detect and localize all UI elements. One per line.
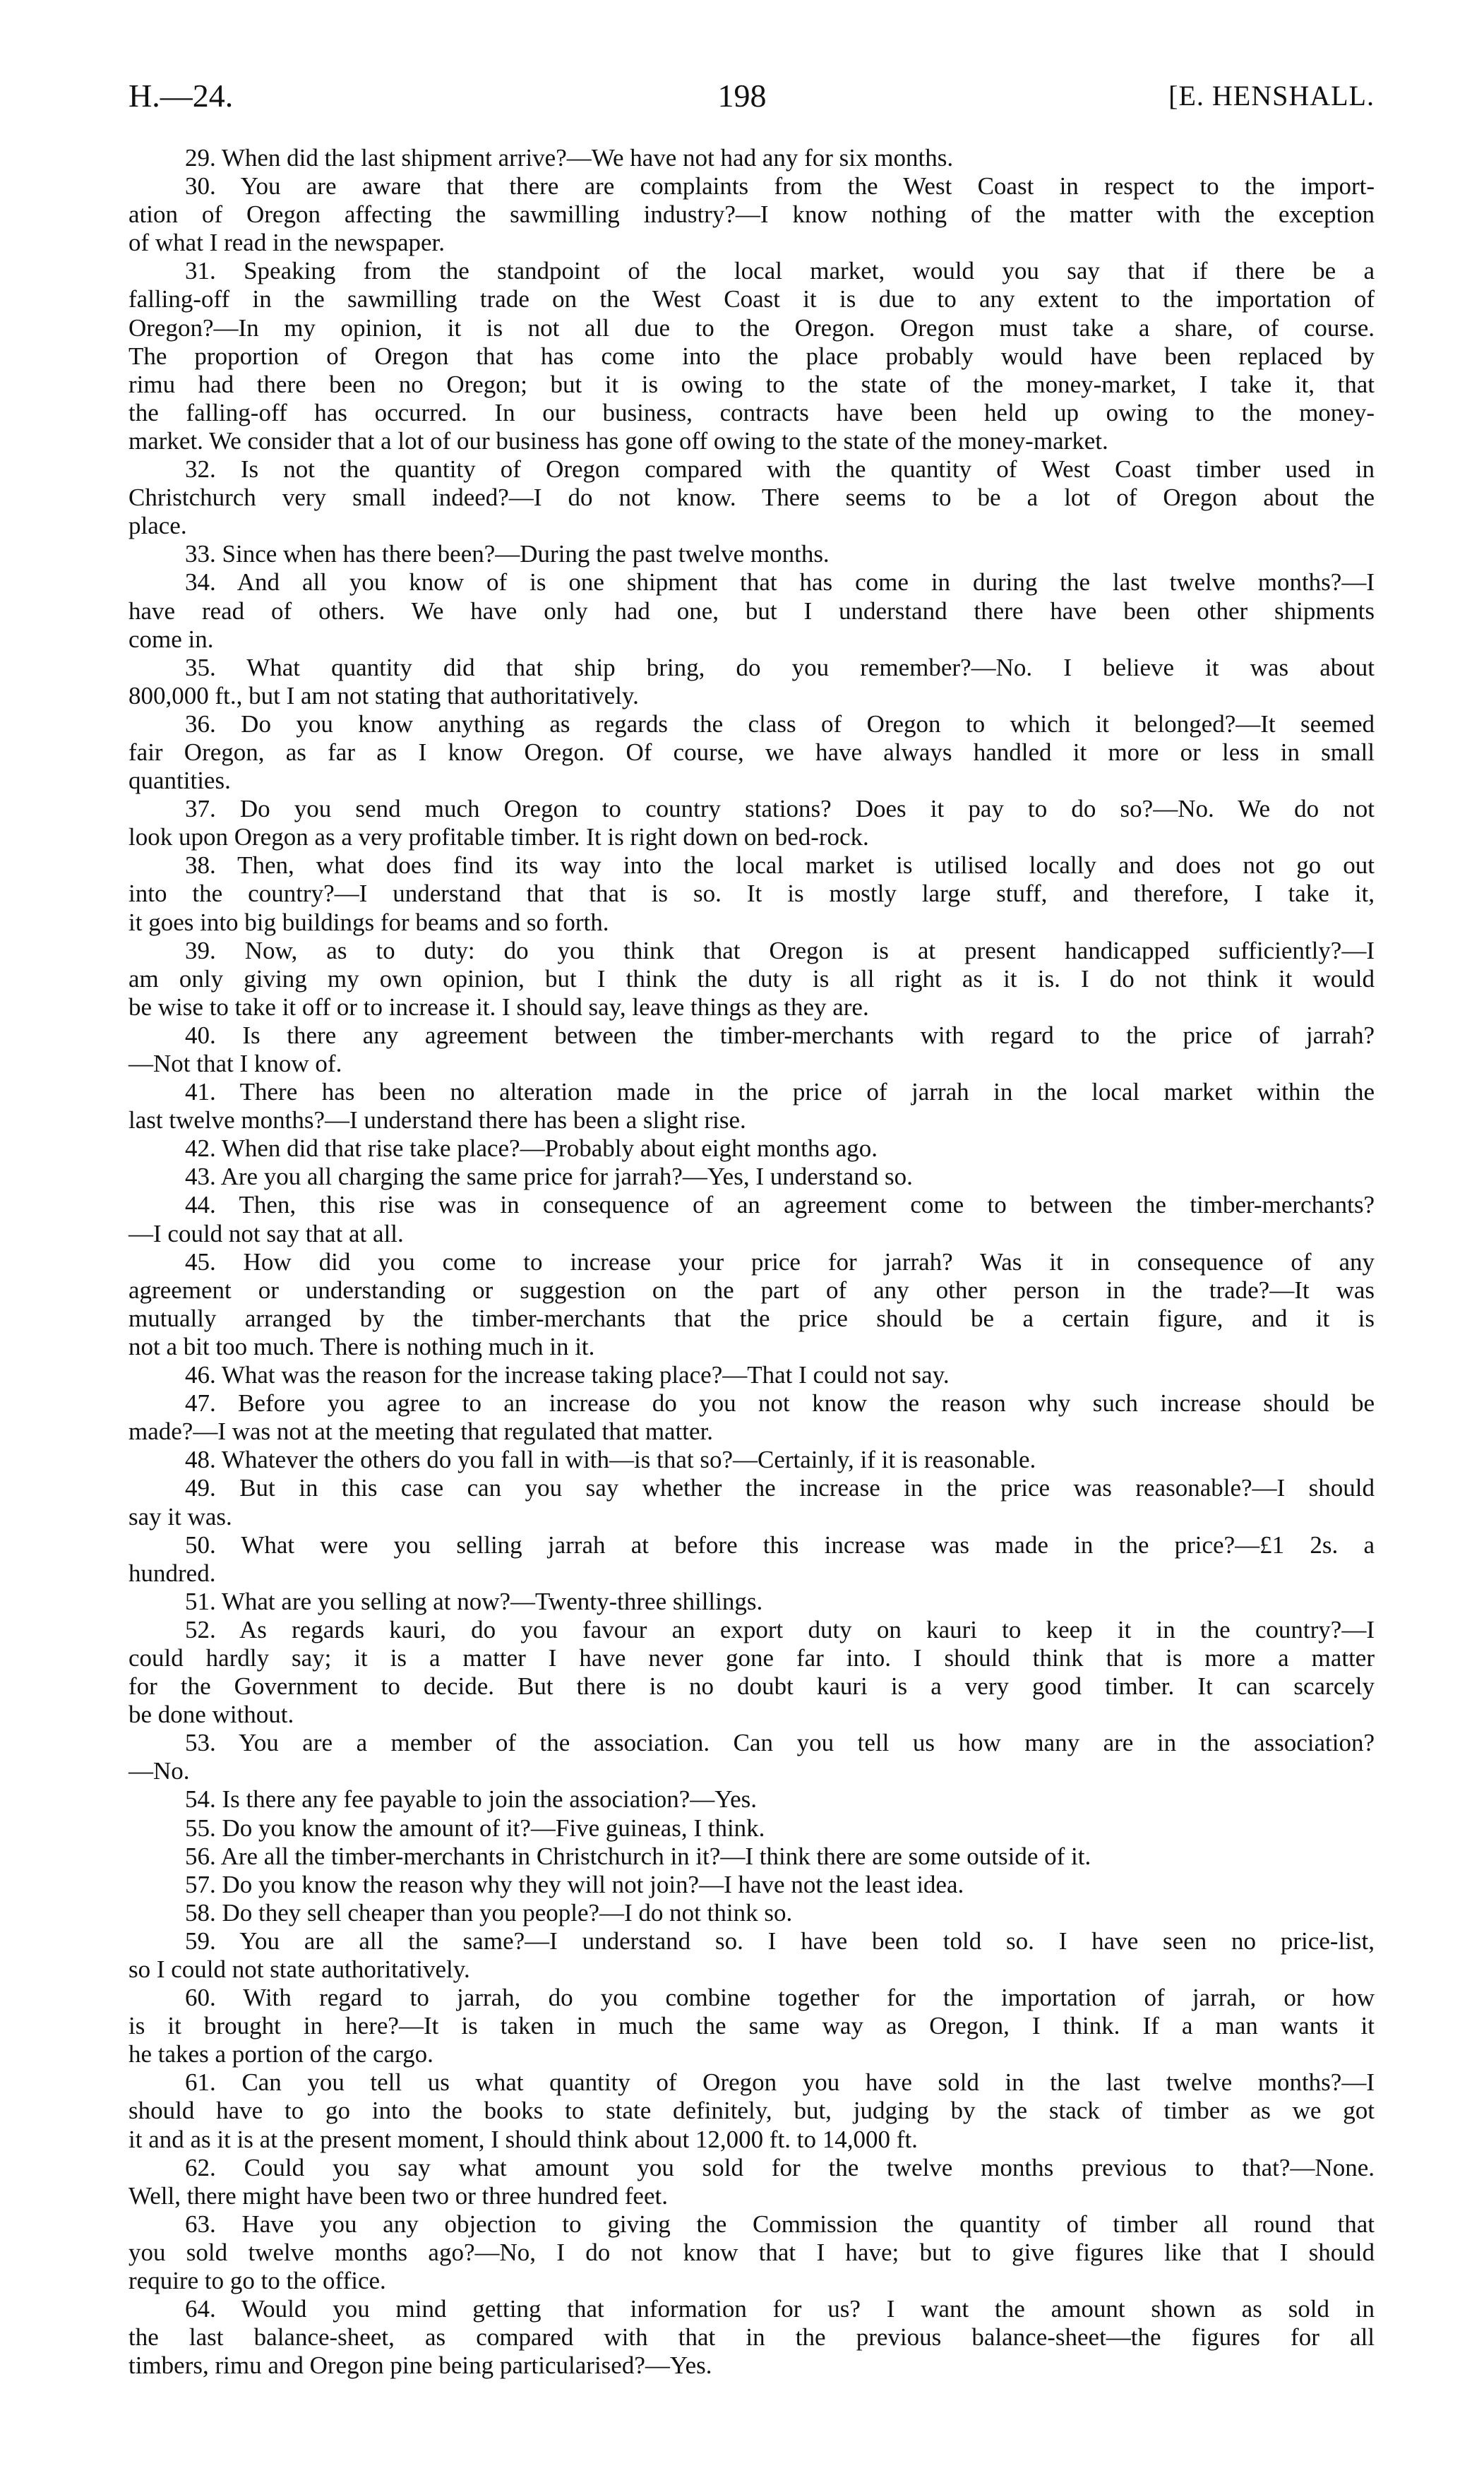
text-line: of what I read in the newspaper. xyxy=(128,229,445,257)
question-answer-paragraph xyxy=(128,540,1375,568)
text-line: —Not that I know of. xyxy=(128,1050,342,1077)
text-line: 36. Do you know anything as regards the class of Oregon to which it belonged?—It seemed xyxy=(185,709,1375,738)
text-line: 33. Since when has there been?—During the past twelve months. xyxy=(185,540,830,568)
text-line: it goes into big buildings for beams and so forth. xyxy=(128,908,609,936)
text-line: look upon Oregon as a very profitable timber. It is right down on bed-rock. xyxy=(128,823,869,851)
text-line: The proportion of Oregon that has come into the place probably would have been replaced by xyxy=(128,342,1375,370)
question-answer-paragraph xyxy=(128,2295,1375,2380)
text-line: ation of Oregon affecting the sawmilling industry?—I know nothing of the matter with the exception xyxy=(128,200,1375,229)
question-answer-paragraph xyxy=(128,1361,1375,1389)
text-line: the falling-off has occurred. In our business, contracts have been held up owing to the money- xyxy=(128,398,1375,426)
document-code: H.—24. xyxy=(128,78,234,114)
text-line: 34. And all you know of is one shipment that has come in during the last twelve months?—I xyxy=(185,568,1375,597)
question-answer-paragraph xyxy=(128,1814,1375,1843)
question-answer-paragraph xyxy=(128,1446,1375,1474)
text-line: 50. What were you selling jarrah at before this increase was made in the price?—£1 2s. a xyxy=(185,1530,1375,1559)
text-line: you sold twelve months ago?—No, I do not know that I have; but to give figures like that I should xyxy=(128,2238,1375,2266)
text-line: Christchurch very small indeed?—I do not know. There seems to be a lot of Oregon about the xyxy=(128,484,1375,512)
text-line: 60. With regard to jarrah, do you combine together for the importation of jarrah, or how xyxy=(185,1984,1375,2012)
text-line: 40. Is there any agreement between the timber-merchants with regard to the price of jarrah? xyxy=(185,1021,1375,1049)
text-line: 62. Could you say what amount you sold for the twelve months previous to that?—None. xyxy=(185,2153,1375,2181)
text-line: so I could not state authoritatively. xyxy=(128,1955,470,1983)
text-line: am only giving my own opinion, but I think the duty is all right as it is. I do not think it would xyxy=(128,964,1375,993)
text-line: market. We consider that a lot of our business has gone off owing to the state of the money-market. xyxy=(128,426,1108,455)
question-answer-paragraph xyxy=(128,937,1375,1022)
question-answer-paragraph xyxy=(128,144,1375,172)
text-line: 58. Do they sell cheaper than you people?—I do not think so. xyxy=(185,1898,793,1927)
text-line: the last balance-sheet, as compared with that in the previous balance-sheet—the figures for all xyxy=(128,2323,1375,2352)
text-line: 45. How did you come to increase your price for jarrah? Was it in consequence of any xyxy=(185,1247,1375,1276)
text-line: 53. You are a member of the association. Can you tell us how many are in the association? xyxy=(185,1729,1375,1757)
text-line: 46. What was the reason for the increase taking place?—That I could not say. xyxy=(185,1361,950,1389)
testimony-body xyxy=(128,144,1375,2380)
text-line: Oregon?—In my opinion, it is not all due to the Oregon. Oregon must take a share, of course. xyxy=(128,313,1375,342)
text-line: 49. But in this case can you say whether the increase in the price was reasonable?—I should xyxy=(185,1474,1375,1502)
text-line: come in. xyxy=(128,625,214,653)
text-line: be wise to take it off or to increase it. I should say, leave things as they are. xyxy=(128,993,869,1021)
question-answer-paragraph xyxy=(128,1248,1375,1361)
question-answer-paragraph xyxy=(128,1134,1375,1163)
text-line: 35. What quantity did that ship bring, do you remember?—No. I believe it was about xyxy=(185,653,1375,681)
question-answer-paragraph xyxy=(128,654,1375,710)
text-line: 30. You are aware that there are complaints from the West Coast in respect to the import- xyxy=(185,172,1375,200)
question-answer-paragraph xyxy=(128,2068,1375,2153)
question-answer-paragraph xyxy=(128,1871,1375,1899)
text-line: have read of others. We have only had one, but I understand there have been other shipments xyxy=(128,597,1375,625)
question-answer-paragraph xyxy=(128,257,1375,455)
text-line: 42. When did that rise take place?—Probably about eight months ago. xyxy=(185,1134,878,1163)
text-line: made?—I was not at the meeting that regulated that matter. xyxy=(128,1418,714,1446)
text-line: agreement or understanding or suggestion on the part of any other person in the trade?—It was xyxy=(128,1276,1375,1304)
text-line: 48. Whatever the others do you fall in with—is that so?—Certainly, if it is reasonable. xyxy=(185,1446,1036,1474)
text-line: 43. Are you all charging the same price for jarrah?—Yes, I understand so. xyxy=(185,1163,913,1191)
question-answer-paragraph xyxy=(128,1474,1375,1530)
question-answer-paragraph xyxy=(128,795,1375,851)
text-line: 31. Speaking from the standpoint of the local market, would you say that if there be a xyxy=(185,257,1375,285)
text-line: 37. Do you send much Oregon to country stations? Does it pay to do so?—No. We do not xyxy=(185,795,1375,823)
text-line: say it was. xyxy=(128,1502,232,1530)
text-line: 29. When did the last shipment arrive?—We have not had any for six months. xyxy=(185,144,954,172)
question-answer-paragraph xyxy=(128,568,1375,653)
question-answer-paragraph xyxy=(128,1785,1375,1814)
text-line: 55. Do you know the amount of it?—Five guineas, I think. xyxy=(185,1814,765,1842)
text-line: he takes a portion of the cargo. xyxy=(128,2040,433,2068)
text-line: 61. Can you tell us what quantity of Oregon you have sold in the last twelve months?—I xyxy=(185,2068,1375,2097)
question-answer-paragraph xyxy=(128,1927,1375,1984)
text-line: place. xyxy=(128,512,187,540)
witness-name: [E. HENSHALL. xyxy=(1168,80,1375,112)
text-line: should have to go into the books to state definitely, but, judging by the stack of timber as we got xyxy=(128,2097,1375,2125)
text-line: falling-off in the sawmilling trade on the West Coast it is due to any extent to the importation of xyxy=(128,285,1375,313)
page-number: 198 xyxy=(717,78,767,114)
text-line: last twelve months?—I understand there has been a slight rise. xyxy=(128,1106,746,1134)
question-answer-paragraph xyxy=(128,1531,1375,1588)
text-line: 59. You are all the same?—I understand so. I have been told so. I have seen no price-list, xyxy=(185,1927,1375,1955)
text-line: 47. Before you agree to an increase do you not know the reason why such increase should be xyxy=(185,1389,1375,1418)
question-answer-paragraph xyxy=(128,1389,1375,1446)
text-line: be done without. xyxy=(128,1701,294,1729)
text-line: timbers, rimu and Oregon pine being particularised?—Yes. xyxy=(128,2352,712,2380)
question-answer-paragraph xyxy=(128,1616,1375,1729)
question-answer-paragraph xyxy=(128,851,1375,936)
text-line: for the Government to decide. But there is no doubt kauri is a very good timber. It can scarcely xyxy=(128,1672,1375,1701)
text-line: 64. Would you mind getting that information for us? I want the amount shown as sold in xyxy=(185,2295,1375,2323)
question-answer-paragraph xyxy=(128,455,1375,540)
text-line: require to go to the office. xyxy=(128,2267,386,2295)
text-line: hundred. xyxy=(128,1559,216,1587)
text-line: 63. Have you any objection to giving the Commission the quantity of timber all round that xyxy=(185,2210,1375,2238)
text-line: Well, there might have been two or three hundred feet. xyxy=(128,2181,668,2210)
text-line: 57. Do you know the reason why they will not join?—I have not the least idea. xyxy=(185,1870,964,1898)
question-answer-paragraph xyxy=(128,2210,1375,2295)
text-line: could hardly say; it is a matter I have never gone far into. I should think that is more a matter xyxy=(128,1643,1375,1672)
text-line: 39. Now, as to duty: do you think that Oregon is at present handicapped sufficiently?—I xyxy=(185,936,1375,964)
question-answer-paragraph xyxy=(128,1588,1375,1616)
question-answer-paragraph xyxy=(128,1078,1375,1134)
text-line: 51. What are you selling at now?—Twenty-three shillings. xyxy=(185,1587,763,1615)
question-answer-paragraph xyxy=(128,1191,1375,1247)
text-line: 52. As regards kauri, do you favour an export duty on kauri to keep it in the country?—I xyxy=(185,1615,1375,1643)
text-line: 38. Then, what does find its way into the local market is utilised locally and does not go out xyxy=(185,851,1375,880)
question-answer-paragraph xyxy=(128,1729,1375,1785)
text-line: fair Oregon, as far as I know Oregon. Of course, we have always handled it more or less in small xyxy=(128,738,1375,766)
text-line: 54. Is there any fee payable to join the association?—Yes. xyxy=(185,1785,757,1814)
text-line: 800,000 ft., but I am not stating that authoritatively. xyxy=(128,681,639,709)
text-line: —No. xyxy=(128,1757,190,1785)
text-line: into the country?—I understand that that is so. It is mostly large stuff, and therefore, I take it, xyxy=(128,880,1375,908)
question-answer-paragraph xyxy=(128,1022,1375,1078)
question-answer-paragraph xyxy=(128,1984,1375,2068)
text-line: —I could not say that at all. xyxy=(128,1219,404,1247)
question-answer-paragraph xyxy=(128,2154,1375,2210)
text-line: mutually arranged by the timber-merchants that the price should be a certain figure, and it is xyxy=(128,1304,1375,1332)
text-line: rimu had there been no Oregon; but it is owing to the state of the money-market, I take it, that xyxy=(128,370,1375,398)
text-line: 44. Then, this rise was in consequence of an agreement come to between the timber-merchants? xyxy=(185,1191,1375,1219)
text-line: 56. Are all the timber-merchants in Christchurch in it?—I think there are some outside of it. xyxy=(185,1842,1091,1870)
text-line: 32. Is not the quantity of Oregon compared with the quantity of West Coast timber used in xyxy=(185,455,1375,484)
text-line: quantities. xyxy=(128,767,231,795)
text-line: 41. There has been no alteration made in the price of jarrah in the local market within the xyxy=(185,1078,1375,1106)
text-line: it and as it is at the present moment, I should think about 12,000 ft. to 14,000 ft. xyxy=(128,2125,918,2153)
question-answer-paragraph xyxy=(128,172,1375,257)
text-line: is it brought in here?—It is taken in much the same way as Oregon, I think. If a man wants it xyxy=(128,2012,1375,2040)
question-answer-paragraph xyxy=(128,1163,1375,1191)
question-answer-paragraph xyxy=(128,710,1375,795)
text-line: not a bit too much. There is nothing much in it. xyxy=(128,1332,595,1360)
question-answer-paragraph xyxy=(128,1843,1375,1871)
question-answer-paragraph xyxy=(128,1899,1375,1927)
